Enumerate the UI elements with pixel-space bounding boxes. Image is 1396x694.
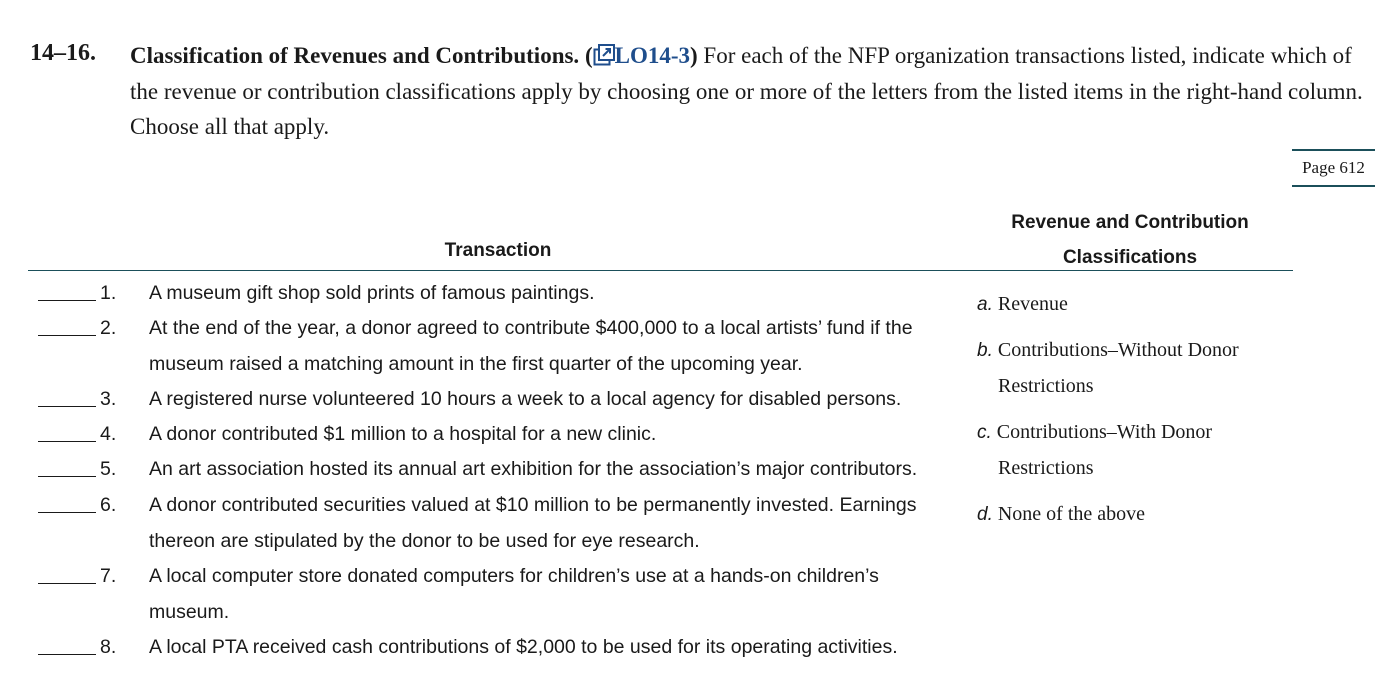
classification-text: Contributions–With Donor xyxy=(996,421,1213,443)
classification-header-line1: Revenue and Contribution xyxy=(1011,212,1249,233)
problem-title: Classification of Revenues and Contributions. xyxy=(130,43,580,68)
transaction-number: 1. xyxy=(100,282,117,304)
classification-text: None of the above xyxy=(997,503,1146,525)
transaction-text xyxy=(149,311,959,382)
classification-b xyxy=(977,333,1277,404)
answer-blank-8[interactable] xyxy=(38,654,96,655)
classification-d xyxy=(977,497,1277,533)
transaction-number: 2. xyxy=(100,317,117,339)
classification-header-line2: Classifications xyxy=(1062,247,1198,268)
header-divider xyxy=(28,270,1293,271)
answer-blank-2[interactable] xyxy=(38,335,96,336)
problem-number: 14–16. xyxy=(30,40,96,66)
answer-blank-7[interactable] xyxy=(38,583,96,584)
answer-blank-4[interactable] xyxy=(38,441,96,442)
transaction-text-line1: A local computer store donated computers for children’s use at a hands-on children’s xyxy=(149,565,879,587)
answer-blank-6[interactable] xyxy=(38,512,96,513)
answer-blank-5[interactable] xyxy=(38,476,96,477)
classification-letter: d. xyxy=(977,504,993,525)
transaction-text-line1: A donor contributed securities valued at $10 million to be permanently invested. Earnings xyxy=(149,494,917,516)
transaction-text: A local PTA received cash contributions of $2,000 to be used for its operating activities. xyxy=(149,636,898,658)
classification-letter: a. xyxy=(977,294,993,315)
classification-column-header xyxy=(990,205,1270,275)
lo-close-paren: ) xyxy=(690,43,698,68)
classification-letter: b. xyxy=(977,340,993,361)
answer-blank-1[interactable] xyxy=(38,300,96,301)
transaction-number: 8. xyxy=(100,636,117,658)
transaction-text xyxy=(149,559,959,630)
classification-a xyxy=(977,287,1277,323)
external-link-icon xyxy=(593,44,615,66)
transaction-number: 3. xyxy=(100,388,117,410)
problem-statement xyxy=(130,38,1380,145)
learning-objective-label: LO14-3 xyxy=(614,43,690,68)
transaction-text-line2: museum. xyxy=(149,600,230,623)
page-number-label: Page 612 xyxy=(1292,149,1375,187)
transaction-text-line2: thereon are stipulated by the donor to be used for eye research. xyxy=(149,529,700,552)
transaction-text: An art association hosted its annual art exhibition for the association’s major contributors. xyxy=(149,458,918,480)
lo-open-paren: ( xyxy=(584,43,593,68)
problem-instruction: For each of the NFP organization transactions listed, indicate which of the revenue or contribution classifications apply by choosing one or more of the letters from the listed items in the right-hand column. Choose all that apply. xyxy=(130,43,1363,139)
transaction-column-header: Transaction xyxy=(444,240,552,261)
transaction-text: A registered nurse volunteered 10 hours a week to a local agency for disabled persons. xyxy=(149,388,902,410)
classification-text: Revenue xyxy=(997,293,1068,315)
classification-c xyxy=(977,415,1277,486)
transaction-text: A museum gift shop sold prints of famous paintings. xyxy=(149,282,595,304)
classification-letter: c. xyxy=(977,422,992,443)
transaction-number: 5. xyxy=(100,458,117,480)
classification-text-cont: Restrictions xyxy=(998,456,1094,479)
transaction-text-line2: museum raised a matching amount in the first quarter of the upcoming year. xyxy=(149,352,803,375)
transaction-text xyxy=(149,488,959,559)
transaction-text: A donor contributed $1 million to a hospital for a new clinic. xyxy=(149,423,657,445)
transaction-number: 4. xyxy=(100,423,117,445)
answer-blank-3[interactable] xyxy=(38,406,96,407)
transaction-number: 7. xyxy=(100,565,117,587)
classification-text: Contributions–Without Donor xyxy=(997,339,1239,361)
learning-objective-link[interactable] xyxy=(593,43,690,68)
transaction-number: 6. xyxy=(100,494,117,516)
classification-text-cont: Restrictions xyxy=(998,374,1094,397)
transaction-text-line1: At the end of the year, a donor agreed to contribute $400,000 to a local artists’ fund if the xyxy=(149,317,913,339)
